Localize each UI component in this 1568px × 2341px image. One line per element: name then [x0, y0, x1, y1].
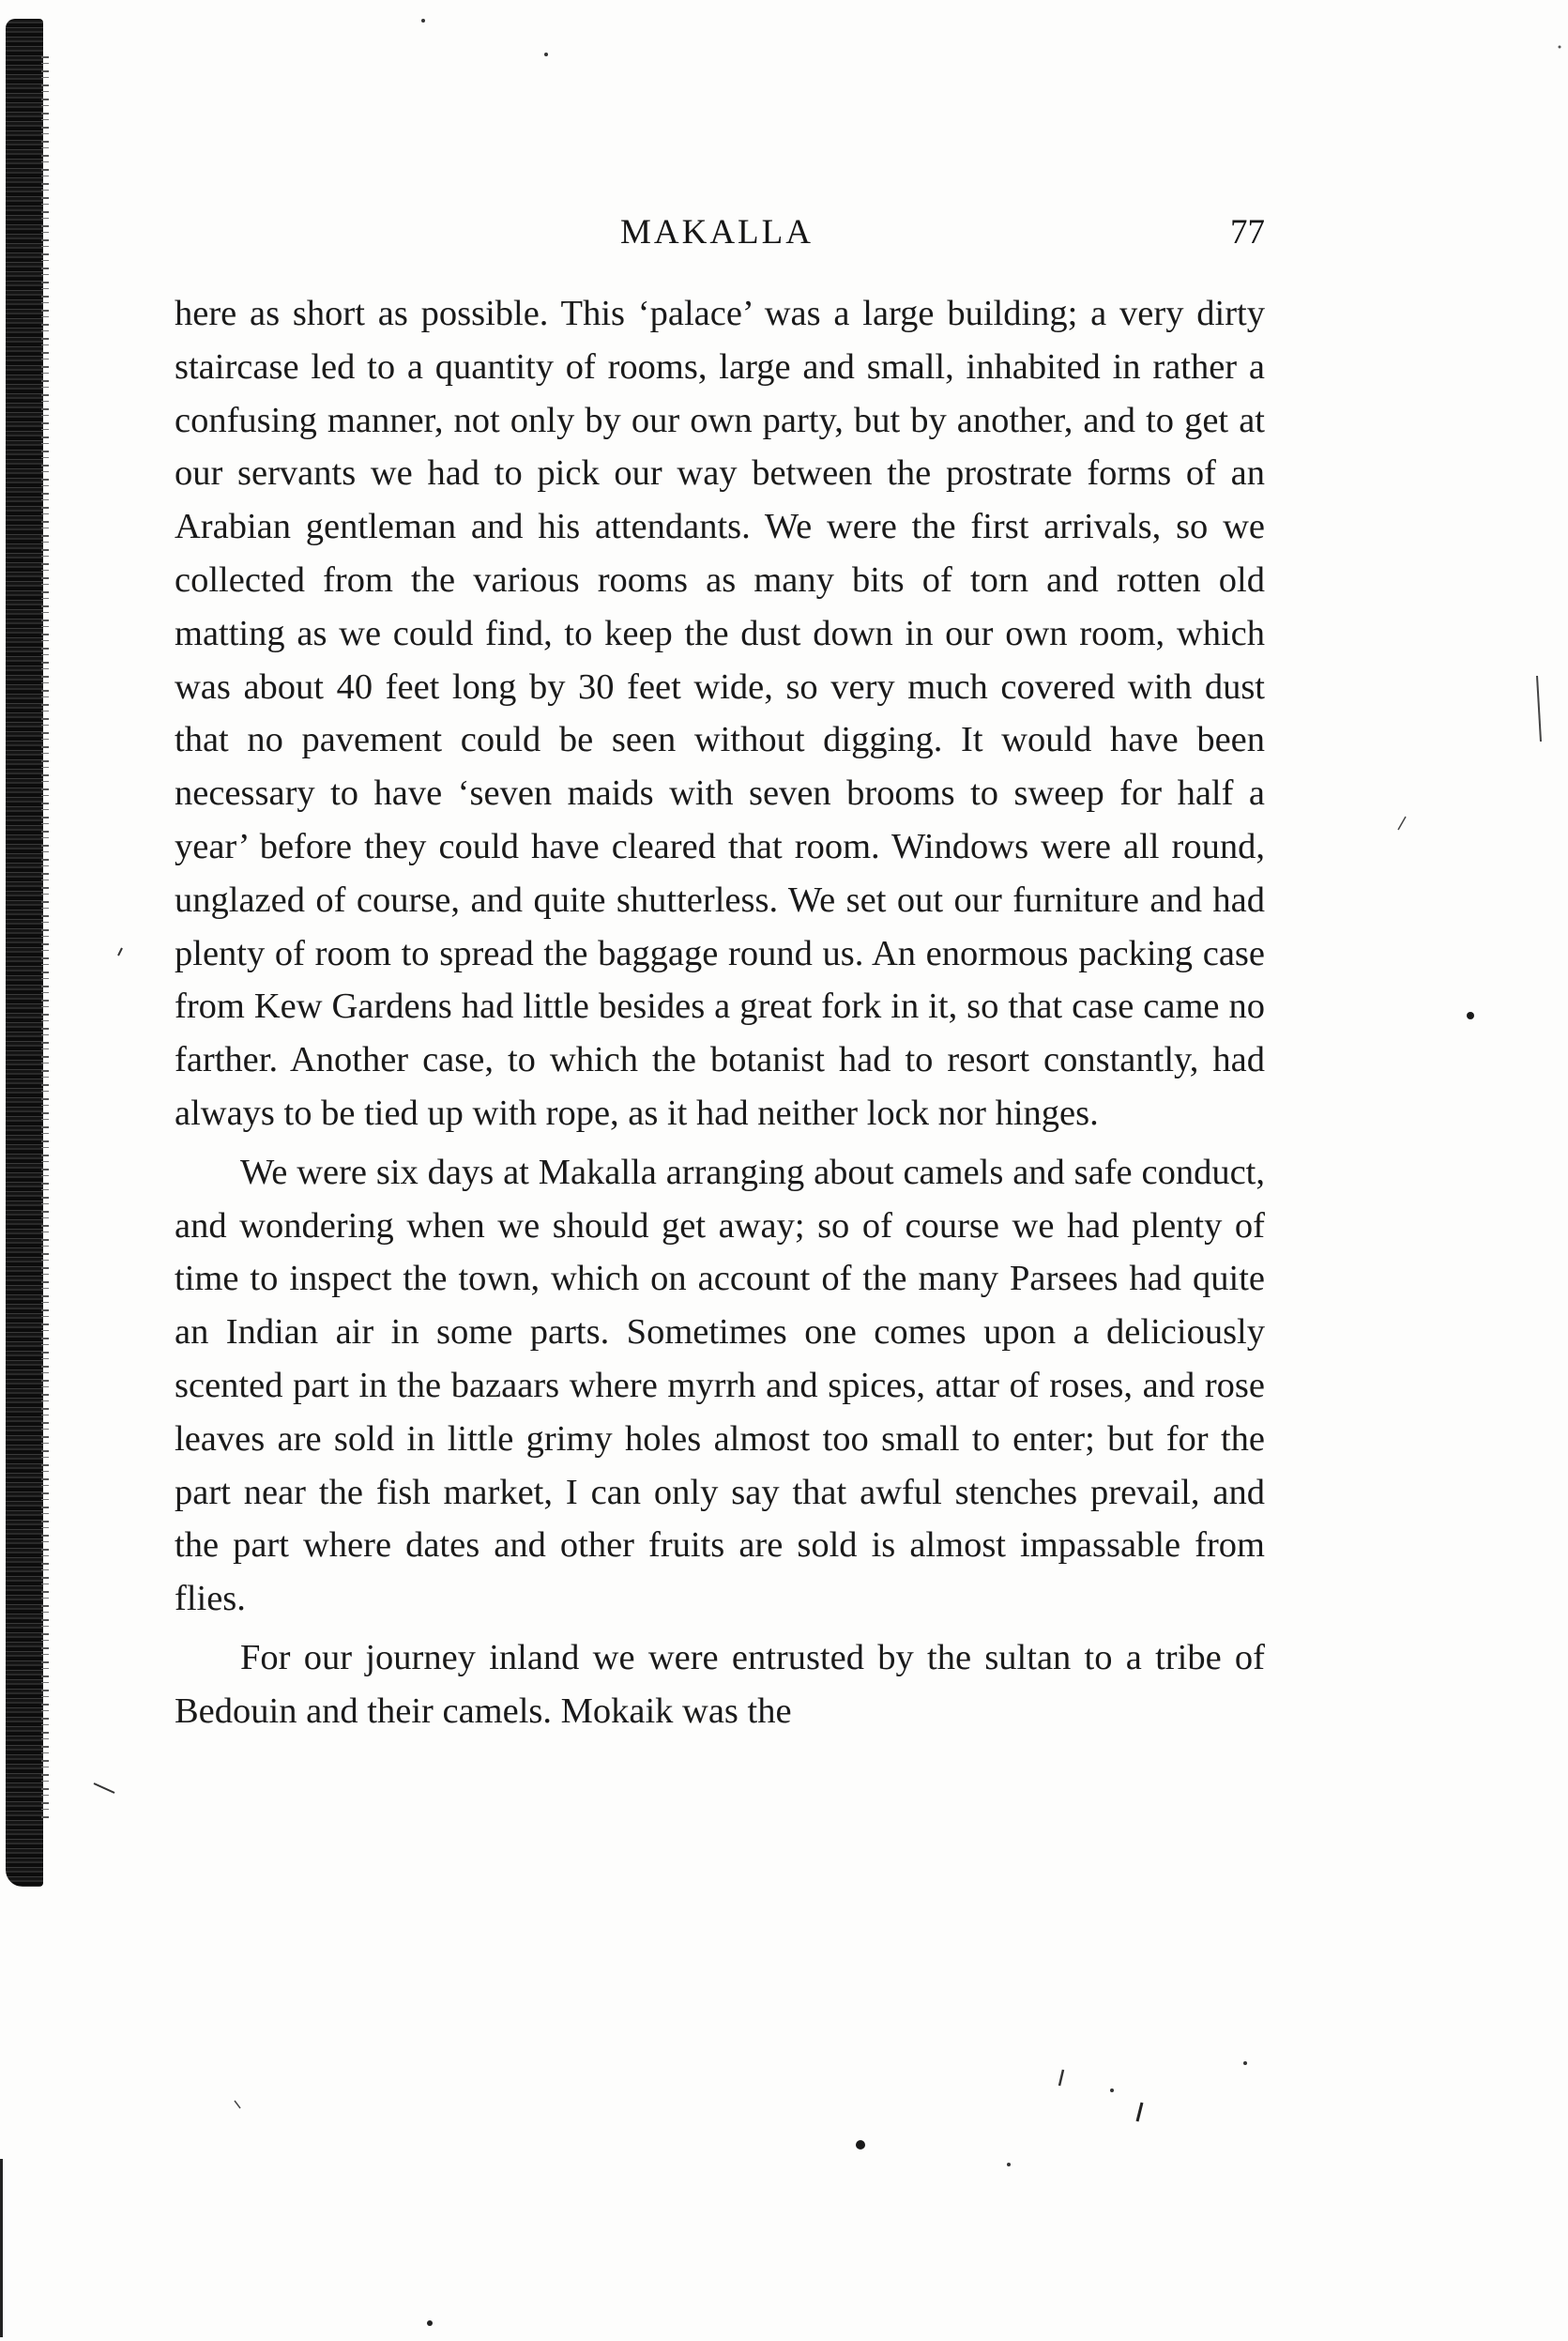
scan-speck	[1559, 46, 1561, 49]
scan-speck	[1243, 2061, 1247, 2065]
scan-speck	[1007, 2163, 1011, 2166]
scan-mark	[1537, 676, 1541, 742]
running-title: MAKALLA	[620, 213, 814, 252]
paragraph: For our journey inland we were entrusted by the sultan to a tribe of Bedouin and their camels. Mokaik was the	[175, 1637, 1265, 1731]
scan-speck	[544, 53, 548, 56]
scan-speck	[1467, 1012, 1474, 1019]
paragraph: here as short as possible. This ‘palace’ was a large building; a very dirty staircase led to a quantity of rooms, large and small, inhabited in rather a confusing manner, not only by our own party, but by another, and to get at our servants we had to pick our way between the prostrate forms of an Arabian gentleman and his attendants. We were the first arrivals, so we collected from the various rooms as many bits of torn and rotten old matting as we could find, to keep the dust down in our own room, which was about 40 feet long by 30 feet wide, so very much covered with dust that no pavement could be seen without digging. It would have been necessary to have ‘seven maids with seven brooms to sweep for half a year’ before they could have cleared that room. Windows were all round, unglazed of course, and quite shutterless. We set out our furniture and had plenty of room to spread the baggage round us. An enormous packing case from Kew Gardens had little besides a great fork in it, so that case came no farther. Another case, to which the botanist had to resort constantly, had always to be tied up with rope, as it had neither lock nor hinges.	[175, 294, 1265, 1133]
scan-mark	[1398, 817, 1406, 830]
scan-mark	[94, 1783, 114, 1793]
scan-mark	[1137, 2103, 1142, 2121]
paragraph: We were six days at Makalla arranging about camels and safe conduct, and wondering when we should get away; so of course we had plenty of time to inspect the town, which on account of the many Parsees had quite an Indian air in some parts. Sometimes one comes upon a deliciously scented part in the bazaars where myrrh and spices, attar of roses, and rose leaves are sold in little grimy holes almost too small to enter; but for the part near the fish market, I can only say that awful stenches prevail, and the part where dates and other fruits are sold is almost impassable from flies.	[175, 1152, 1265, 1619]
page-number: 77	[1230, 213, 1265, 252]
scan-speck	[427, 2320, 433, 2326]
scan-mark	[1059, 2070, 1063, 2086]
scan-mark	[118, 948, 122, 956]
scan-speck	[1110, 2089, 1114, 2092]
scan-mark	[235, 2101, 240, 2108]
scan-speck	[421, 19, 425, 23]
scan-speck	[856, 2140, 865, 2150]
